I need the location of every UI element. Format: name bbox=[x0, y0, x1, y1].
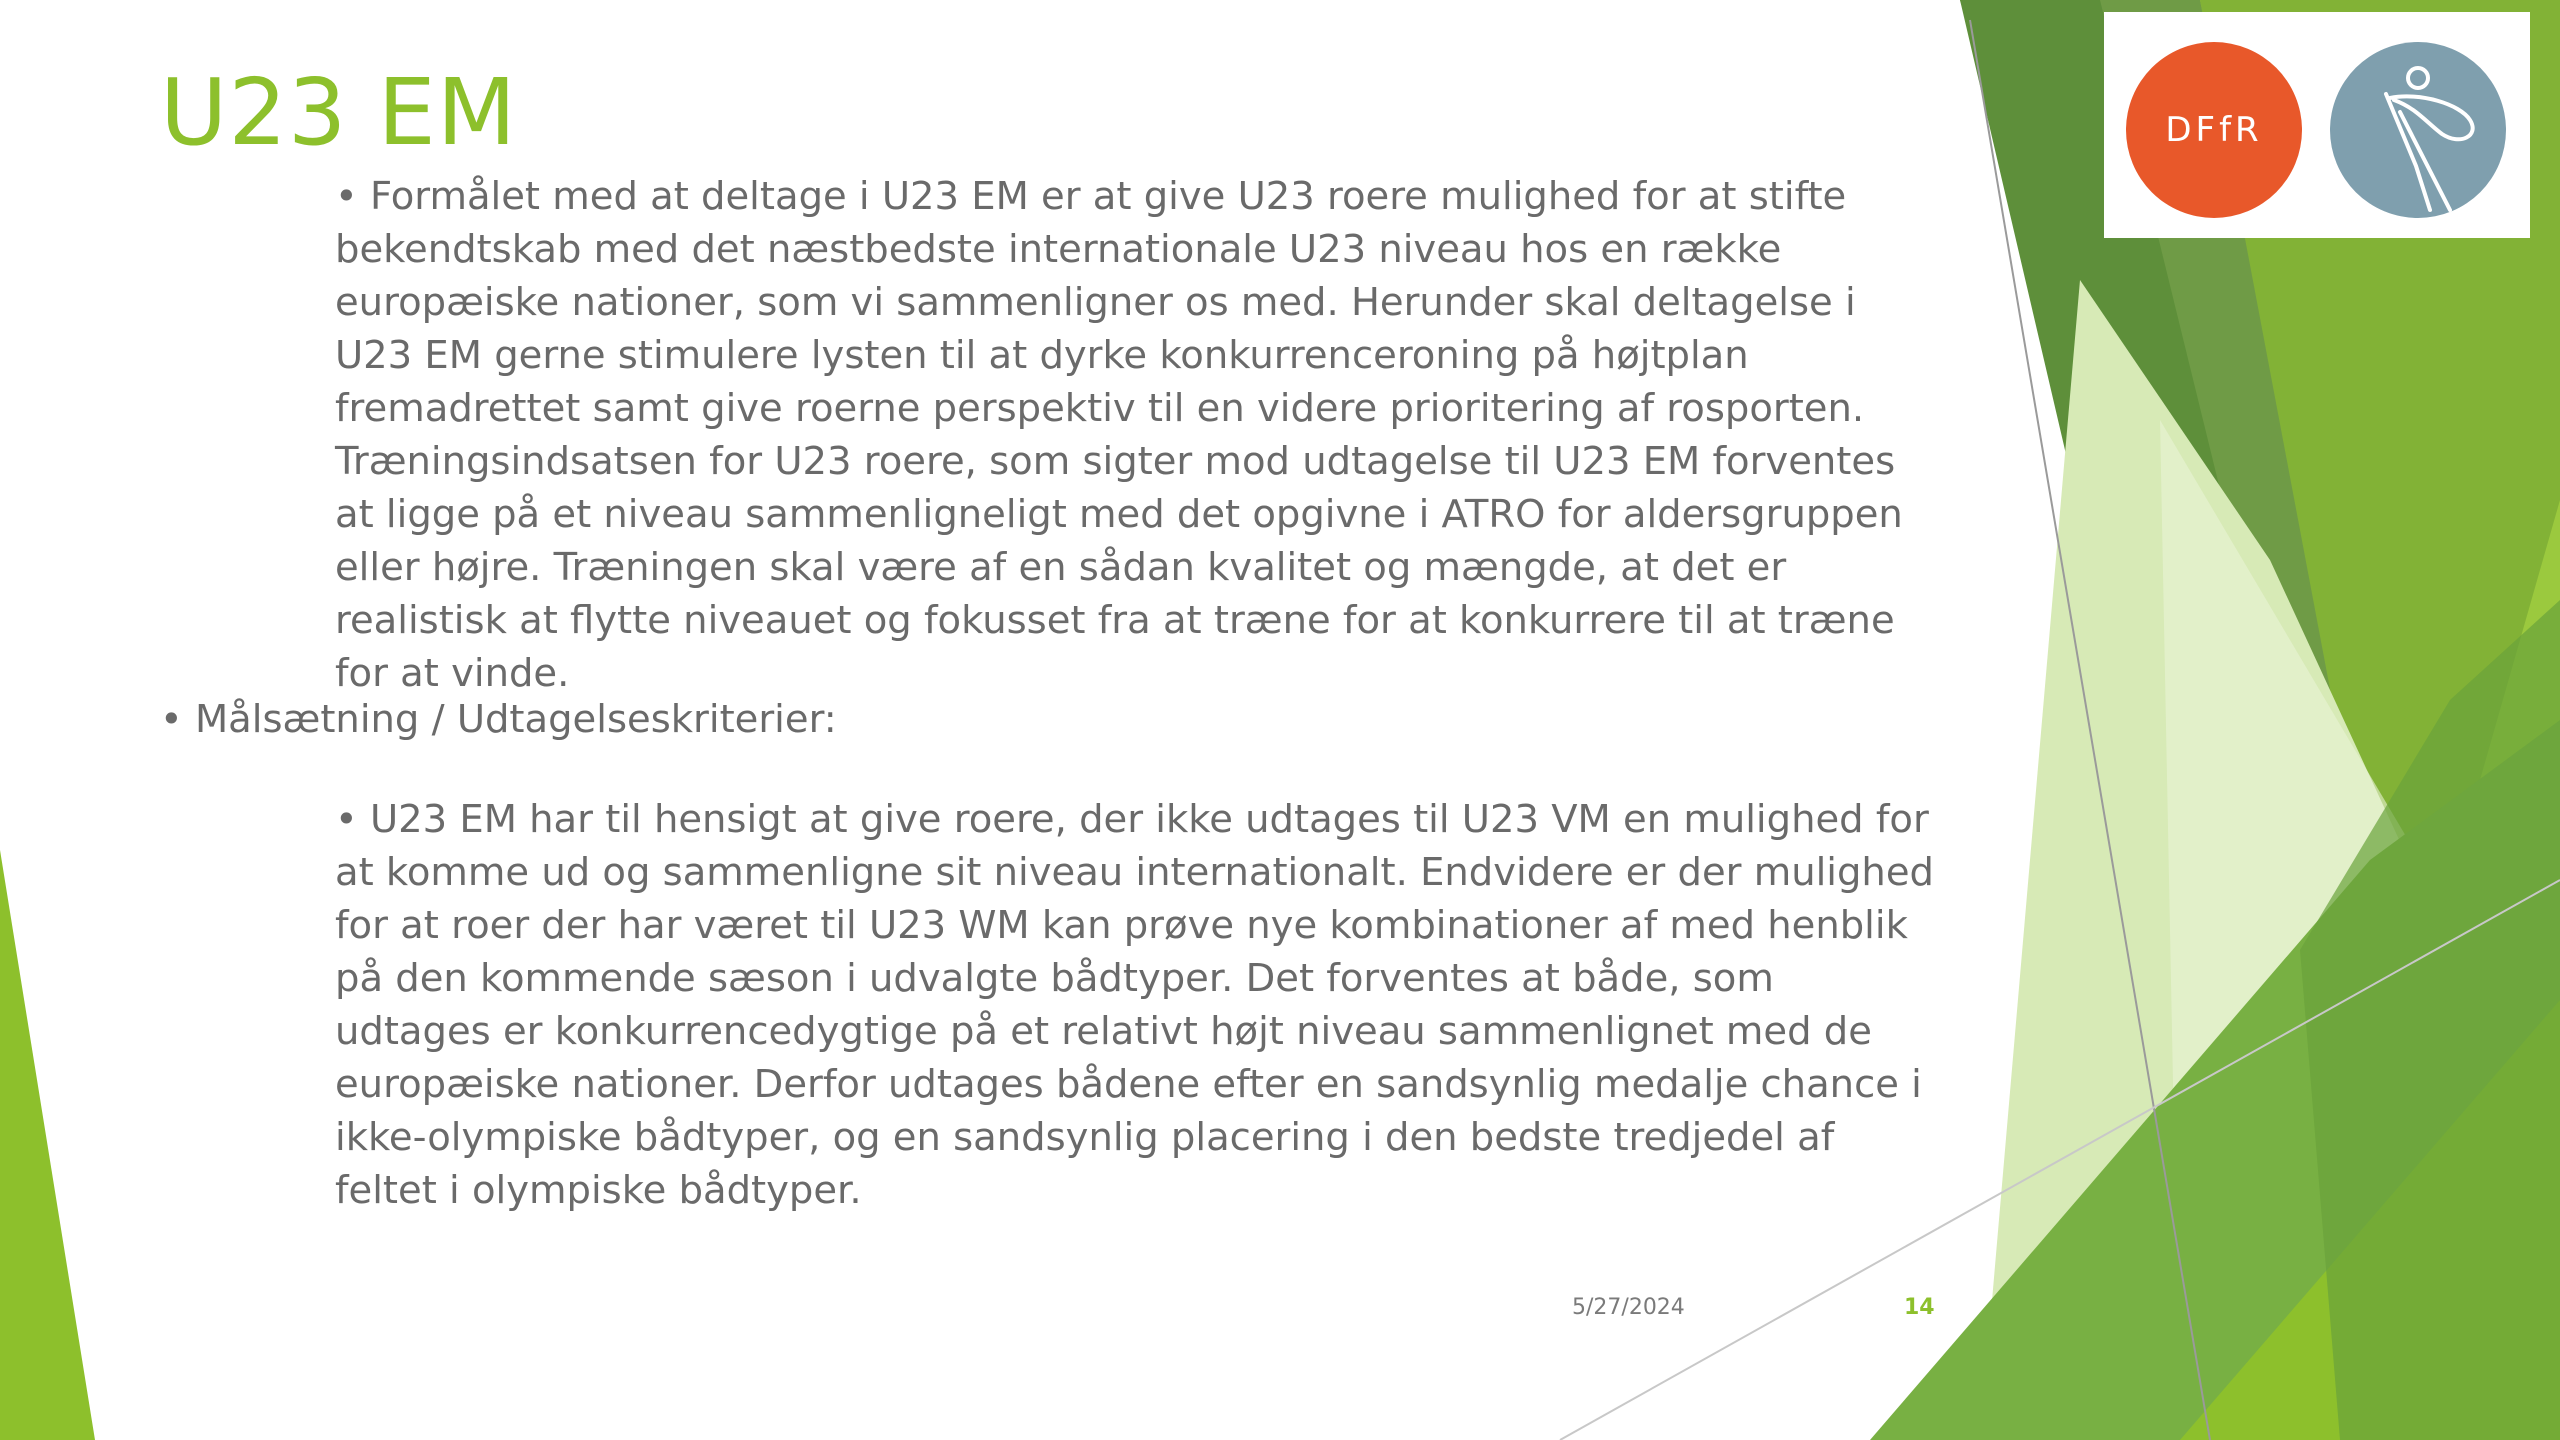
rower-logo bbox=[2330, 42, 2506, 218]
bullet-text: U23 EM har til hensigt at give roere, der ikke udtages til U23 VM en mulighed for at komme ud og sammenligne sit niveau internationalt. Endvidere er der mulighed for at roer der har været til U23 WM kan prøve nye kombinationer af med henblik på den kommende sæson i udvalgte bådtyper. Det forventes at både, som udtages er konkurrencedygtige på et relativt højt niveau sammenlignet med de europæiske nationer. Derfor udtages bådene efter en sandsynlig medalje chance i ikke-olympiske bådtyper, og en sandsynlig placering i den bedste tredjedel af feltet i olympiske bådtyper. bbox=[335, 797, 1934, 1213]
bullet-text: Formålet med at deltage i U23 EM er at give U23 roere mulighed for at stifte bekendtskab med det næstbedste internationale U23 niveau hos en række europæiske nationer, som vi sammenligner os med. Herunder skal deltagelse i U23 EM gerne stimulere lysten til at dyrke konkurrenceroning på højtplan fremadrettet samt give roerne perspektiv til en videre prioritering af rosporten. Træningsindsatsen for U23 roere, som sigter mod udtagelse til U23 EM forventes at ligge på et niveau sammenligneligt med det opgivne i ATRO for aldersgruppen eller højre. Træningen skal være af en sådan kvalitet og mængde, at det er realistisk at flytte niveauet og fokusset fra at træne for at konkurrere til at træne for at vinde. bbox=[335, 174, 1903, 696]
dffr-logo-text: DFfR bbox=[2165, 110, 2263, 150]
logo-panel bbox=[2104, 12, 2530, 238]
bullet-marker: • bbox=[335, 797, 358, 842]
bullet-paragraph-criteria bbox=[335, 793, 1935, 1217]
dffr-logo bbox=[2126, 42, 2302, 218]
bullet-text: Målsætning / Udtagelseskriterier: bbox=[194, 697, 837, 742]
rower-icon bbox=[2330, 42, 2506, 218]
footer-date: 5/27/2024 bbox=[1572, 1295, 1685, 1320]
bullet-paragraph-heading bbox=[160, 693, 1760, 746]
bullet-paragraph-purpose bbox=[335, 170, 1935, 700]
footer-page-number: 14 bbox=[1904, 1295, 1935, 1320]
bullet-marker: • bbox=[335, 174, 358, 219]
left-triangle-shape bbox=[0, 850, 95, 1440]
slide-title: U23 EM bbox=[160, 59, 518, 166]
bullet-marker: • bbox=[160, 697, 183, 742]
